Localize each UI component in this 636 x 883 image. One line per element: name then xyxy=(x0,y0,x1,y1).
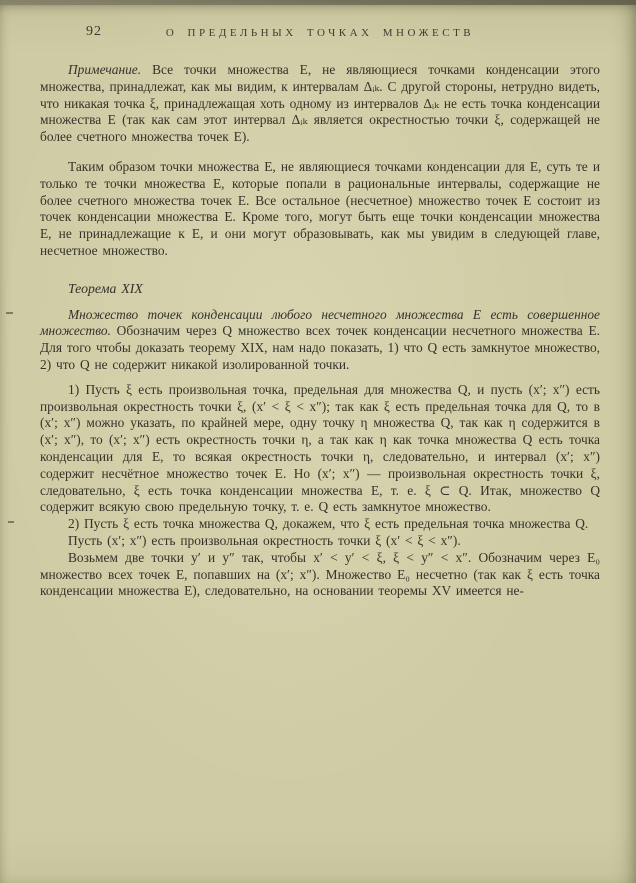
note-lead: Примечание. xyxy=(68,62,142,77)
running-title: О ПРЕДЕЛЬНЫХ ТОЧКАХ МНОЖЕСТВ xyxy=(165,27,475,39)
paragraph-2: Таким образом точки множества E, не являющиеся точками конденсации для E, суть те и только те точки множества E, которые попали в рациональные интервалы, содержащие не более счетного множества точек E. Все остальное (несчетное) множество точек E состоит из точек конденсации множества E. Кроме того, могут быть еще точки конденсации множества E, не принадлежащие к E, и они могут образовывать, как мы увидим в следующей главе, несчетное множество. xyxy=(40,158,600,258)
paragraph-proof-1: 1) Пусть ξ есть произвольная точка, предельная для множества Q, и пусть (x′; x″) есть произвольная окрестность точки ξ, (x′ < ξ < x″); так как ξ есть предельная точка для Q, то в (x′; x″) можно указать, по крайней мере, одну точку η множества Q, так как η содержится в (x′; x″), то (x′; x″) есть окрестность точки η, а так как η как точка множества Q есть точка конденсации для E, то всякая окрестность точки η, следовательно, и интервал (x′; x″) содержит несчётное множество точек E. Но (x′; x″) — произвольная окрестность точки ξ, следовательно, ξ есть точка конденсации множества E, т. е. ξ ⊂ Q. Итак, множество Q содержит всякую свою предельную точку, т. е. Q есть замкнутое множество. xyxy=(40,381,600,515)
page-number: 92 xyxy=(86,24,102,39)
paragraph-proof-3: Пусть (x′; x″) есть произвольная окрестность точки ξ (x′ < ξ < x″). xyxy=(68,532,461,548)
paragraph-proof-4: Возьмем две точки y′ и y″ так, чтобы x′ < y′ < ξ, ξ < y″ < x″. Обозначим через E₀ множество всех точек E, попавших на (x′; x″). Множество E₀ несчетно (так как ξ есть точка конденсации множества E), следовательно, на основании теоремы XV имеется не- xyxy=(40,549,600,599)
note-paragraph xyxy=(40,62,600,146)
page-body xyxy=(40,62,600,600)
scan-artifact xyxy=(8,521,14,523)
theorem-text: Обозначим через Q множество всех точек конденсации несчетного множества E. Для того чтобы доказать теорему XIX, нам надо показать, 1) что Q есть замкнутое множество, 2) что Q не содержит никакой изолированной точки. xyxy=(40,323,600,372)
theorem-heading: Теорема XIX xyxy=(68,280,143,296)
paragraph-proof-2: 2) Пусть ξ есть точка множества Q, докажем, что ξ есть предельная точка множества Q. xyxy=(68,516,589,532)
page-header xyxy=(40,24,600,46)
theorem-paragraph xyxy=(40,307,600,374)
theorem-statement: Множество точек конденсации любого несчетного множества E есть совершенное множество. xyxy=(40,306,600,339)
scan-artifact xyxy=(6,312,13,314)
note-text: Все точки множества E, не являющиеся точками конденсации этого множества, принадлежат, как мы видим, к интервалам Δᵢₖ. С другой стороны, нетрудно видеть, что никакая точка ξ, принадлежащая хоть одному из интервалов Δᵢₖ не есть точка конденсации множества E (так как сам этот интервал Δᵢₖ является окрестностью точки ξ, содержащей не более счетного множества точек E). xyxy=(40,62,600,145)
scan-edge xyxy=(0,0,636,5)
